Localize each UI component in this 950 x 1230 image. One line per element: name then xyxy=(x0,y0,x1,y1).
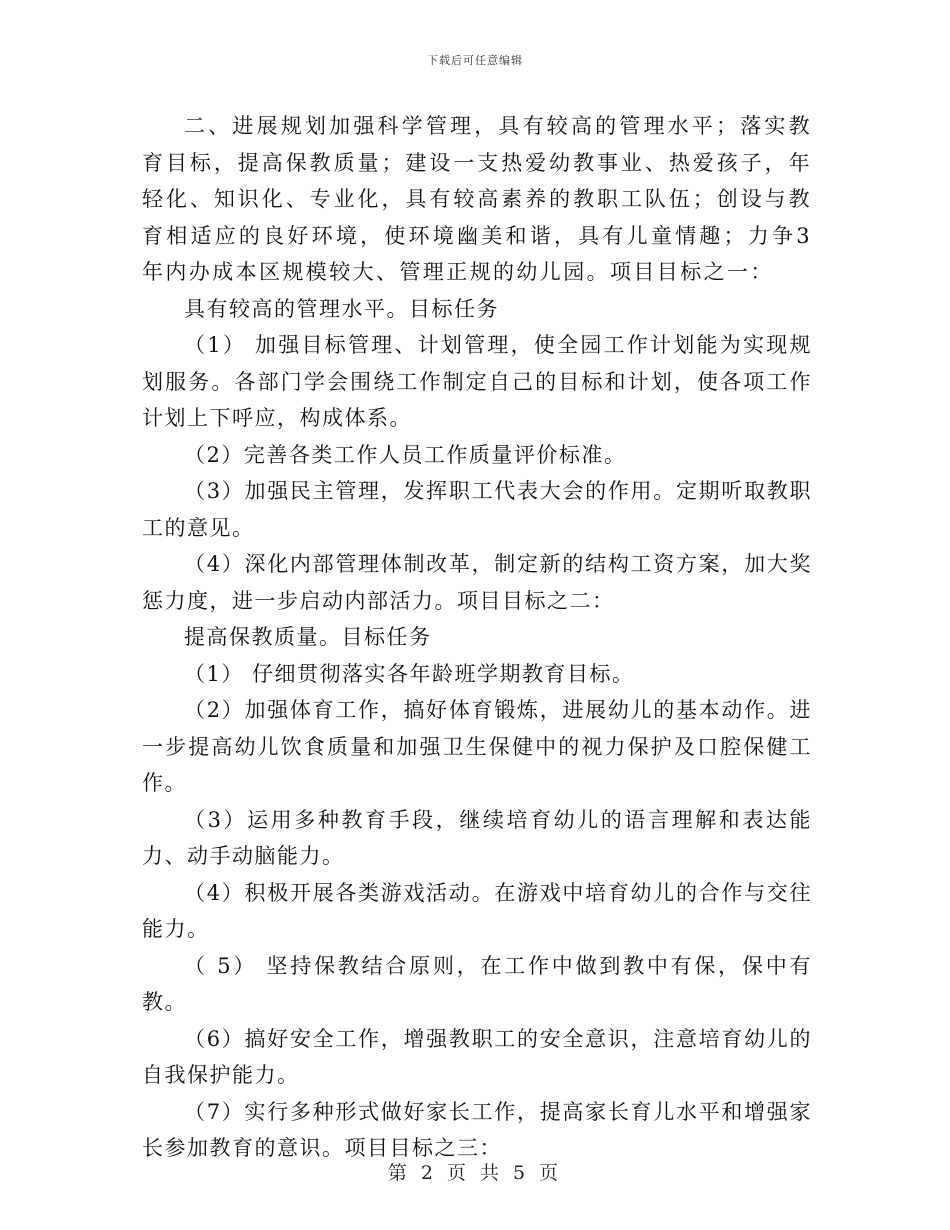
paragraph-task-1-4: （4）深化内部管理体制改革，制定新的结构工资方案，加大奖惩力度，进一步启动内部活力。项目目标之二： xyxy=(142,552,812,613)
page-header-note: 下载后可任意编辑 xyxy=(427,54,523,67)
paragraph-task-1-2: （2）完善各类工作人员工作质量评价标准。 xyxy=(184,442,627,467)
paragraph-development-plan: 二、进展规划加强科学管理，具有较高的管理水平；落实教育目标，提高保教质量；建设一支热爱幼教事业、热爱孩子，年轻化、知识化、专业化，具有较高素养的教职工队伍；创设与教育相适应的良好环境，使环境幽美和谐，具有儿童情趣；力争3年内办成本区规模较大、管理正规的幼儿园。项目目标之一： xyxy=(142,114,812,284)
paragraph-task-1-3: （3）加强民主管理，发挥职工代表大会的作用。定期听取教职工的意见。 xyxy=(142,479,812,540)
paragraph-task-2-7: （7）实行多种形式做好家长工作，提高家长育儿水平和增强家长参加教育的意识。项目目标之三： xyxy=(142,1099,812,1160)
paragraph-task-2-6: （6）搞好安全工作，增强教职工的安全意识，注意培育幼儿的自我保护能力。 xyxy=(142,1026,812,1087)
paragraph-task-2-3: （3）运用多种教育手段，继续培育幼儿的语言理解和表达能力、动手动脑能力。 xyxy=(142,807,812,868)
paragraph-task-2-1: （1） 仔细贯彻落实各年龄班学期教育目标。 xyxy=(184,661,635,686)
paragraph-task-1-1: （1） 加强目标管理、计划管理，使全园工作计划能为实现规划服务。各部门学会围绕工作制定自己的目标和计划，使各项工作计划上下呼应，构成体系。 xyxy=(142,333,812,430)
paragraph-task-2-5: （ 5） 坚持保教结合原则，在工作中做到教中有保，保中有教。 xyxy=(142,953,812,1014)
page-number: 第 2 页 共 5 页 xyxy=(387,1162,563,1184)
paragraph-task-2-2: （2）加强体育工作，搞好体育锻炼，进展幼儿的基本动作。进一步提高幼儿饮食质量和加强卫生保健中的视力保护及口腔保健工作。 xyxy=(142,698,812,795)
paragraph-task-2-4: （4）积极开展各类游戏活动。在游戏中培育幼儿的合作与交往能力。 xyxy=(142,880,812,941)
paragraph-goal-two-heading: 提高保教质量。目标任务 xyxy=(184,625,432,649)
paragraph-goal-one-heading: 具有较高的管理水平。目标任务 xyxy=(184,296,499,321)
document-body xyxy=(142,108,812,1167)
